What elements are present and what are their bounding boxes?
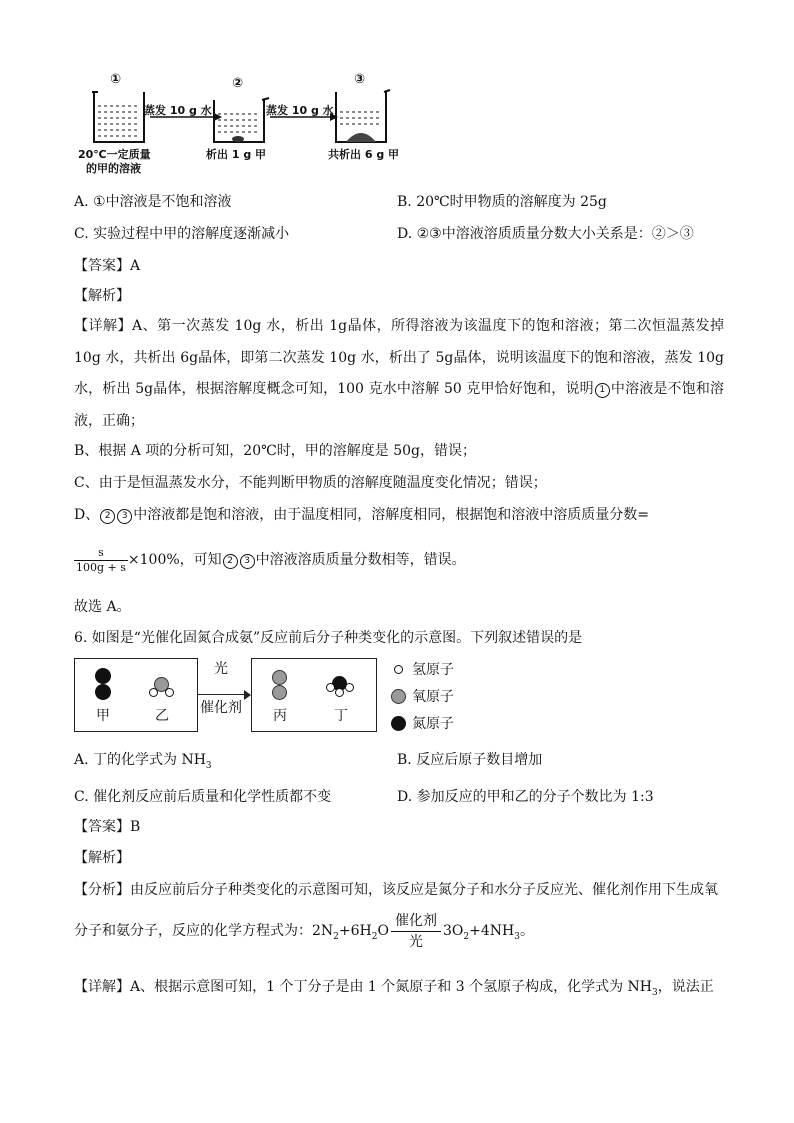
q5-formula-line: [74, 542, 466, 578]
label-jia: 甲: [96, 708, 110, 724]
fenxi-tag: 【分析】: [74, 882, 130, 898]
q6-detail-a: [74, 977, 714, 1003]
fraction-numerator: s: [74, 546, 128, 561]
equation-conditions: [391, 911, 441, 952]
legend-nitrogen-icon: [391, 716, 406, 731]
q6-option-c: C. 催化剂反应前后质量和化学性质都不变: [74, 789, 332, 805]
answer-tag: 【答案】: [74, 258, 130, 274]
hydrogen-atom: [335, 688, 344, 697]
arrow-2-text: 蒸发 10 g 水: [266, 104, 334, 117]
q6-analysis-tag: 【解析】: [74, 850, 130, 866]
caption-1-line1: 20℃一定质量: [78, 148, 151, 161]
reactants-box: [74, 658, 198, 732]
detail-a-end: ，说法正: [657, 979, 714, 995]
q5-option-d: D. ②③中溶液溶质质量分数大小关系是：②＞③: [397, 226, 694, 242]
fraction-denominator: 100g + s: [76, 560, 126, 574]
fenxi-text: 由反应前后分子种类变化的示意图可知，该反应是氮分子和水分子反应光、催化剂作用下生成氧: [130, 882, 718, 898]
legend-oxygen-icon: [391, 689, 406, 704]
q6-equation: 分子和氨分子，反应的化学方程式为：$2N_2+6H_2O$ $\frac{\text{催化剂}}{\text{光}}$ $3O_2+4NH_3$。: [74, 912, 534, 950]
hydrogen-atom: [345, 683, 354, 692]
circled-number: 2: [100, 509, 115, 524]
oxygen-atom: [272, 670, 287, 685]
beaker-2: [214, 98, 269, 142]
answer-value: B: [130, 819, 141, 835]
caption-3: 共析出 6 g 甲: [328, 148, 400, 161]
q6-option-a: [74, 750, 212, 776]
arrow-1-text: 蒸发 10 g 水: [144, 104, 212, 117]
equation-condition-bottom: 光: [408, 933, 423, 950]
circled-number: 1: [595, 383, 610, 398]
detail-d-pre: D、: [74, 507, 100, 523]
subscript: 3: [652, 987, 658, 998]
hydrogen-atom: [165, 688, 174, 697]
legend-hydrogen-icon: [394, 665, 403, 674]
caption-2: 析出 1 g 甲: [206, 148, 267, 161]
subscript: 3: [205, 760, 212, 771]
q5-detail-a: [74, 311, 724, 437]
arrow-condition-light: 光: [214, 661, 228, 677]
hydrogen-atom: [326, 683, 335, 692]
circled-number: 2: [223, 554, 238, 569]
beaker-3-label: ③: [354, 72, 366, 87]
reaction-arrowhead: [244, 690, 251, 700]
beaker-3: [336, 90, 390, 142]
legend-nitrogen: 氮原子: [412, 716, 454, 732]
q5-detail-c: C、由于是恒温蒸发水分，不能判断甲物质的溶解度随温度变化情况；错误；: [74, 475, 547, 491]
nitrogen-atom: [95, 684, 111, 700]
q5-option-c: C. 实验过程中甲的溶解度逐渐减小: [74, 226, 290, 242]
q5-conclusion: 故选 A。: [74, 599, 131, 615]
formula-after-post: 中溶液溶质质量分数相等，错误。: [255, 552, 466, 568]
legend-hydrogen: 氢原子: [412, 662, 454, 678]
products-box: [251, 658, 377, 732]
detail-a-text: A、根据示意图可知，1 个丁分子是由 1 个氮原子和 3 个氢原子构成，化学式为 NH: [130, 979, 652, 995]
fraction-times: ×100%: [127, 552, 180, 568]
option-a-text: A. 丁的化学式为 NH: [74, 752, 206, 768]
beaker-1-label: ①: [110, 72, 122, 87]
q6-fenxi: [74, 880, 718, 900]
beaker-2-label: ②: [232, 76, 244, 91]
label-ding: 丁: [334, 708, 348, 724]
caption-1-line2: 的甲的溶液: [86, 162, 141, 175]
detail-a-text: A、第一次蒸发 10g 水，析出 1g晶体，所得溶液为该温度下的饱和溶液；第二次恒温蒸发掉 10g 水，共析出 6g晶体，即第二次蒸发 10g 水，析出了 5g晶体，说明该温度下的饱和溶液，蒸发 10g 水，析出 5g晶体，根据溶解度概念可知，100 克水中溶解 50 克甲恰好饱和，说明: [74, 318, 725, 397]
arrow-condition-catalyst: 催化剂: [200, 700, 242, 716]
detail-tag: 【详解】: [74, 979, 130, 995]
equation-pre: 分子和氨分子，反应的化学方程式为：2N: [74, 923, 334, 939]
detail-d-text: 中溶液都是饱和溶液，由于温度相同，溶解度相同，根据饱和溶液中溶质质量分数=: [133, 507, 649, 523]
hydrogen-atom: [149, 688, 158, 697]
equation-end: 。: [519, 923, 534, 939]
oxygen-atom: [272, 685, 287, 700]
answer-tag: 【答案】: [74, 819, 130, 835]
fraction: [74, 546, 128, 575]
nitrogen-atom: [95, 668, 111, 684]
circled-number: 3: [117, 509, 132, 524]
formula-after-pre: ，可知: [179, 552, 222, 568]
reaction-diagram: [74, 656, 474, 736]
beaker-1: [92, 92, 144, 142]
legend-oxygen: 氧原子: [412, 689, 454, 705]
answer-value: A: [130, 258, 141, 274]
q6-option-b: B. 反应后原子数目增加: [397, 752, 543, 768]
q6-answer: [74, 817, 140, 837]
q5-detail-b: B、根据 A 项的分析可知，20℃时，甲的溶解度是 50g，错误；: [74, 443, 476, 459]
experiment-figure: [74, 72, 414, 182]
q6-stem: 6. 如图是“光催化固氮合成氨”反应前后分子种类变化的示意图。下列叙述错误的是: [74, 630, 583, 646]
q5-answer: [74, 256, 140, 276]
q6-option-d: D. 参加反应的甲和乙的分子个数比为 1:3: [397, 789, 654, 805]
label-yi: 乙: [155, 708, 169, 724]
reaction-arrow: [198, 694, 248, 695]
q5-analysis-tag: 【解析】: [74, 288, 130, 304]
q5-detail-d: [74, 505, 649, 525]
q5-option-b: B. 20℃时甲物质的溶解度为 25g: [397, 194, 607, 210]
detail-tag: 【详解】: [74, 318, 132, 334]
circled-number: 3: [240, 554, 255, 569]
q5-option-a: A. ①中溶液是不饱和溶液: [74, 194, 232, 210]
equation-condition-top: 催化剂: [391, 911, 441, 932]
label-bing: 丙: [273, 708, 287, 724]
detail-a-end: 中溶液是不饱和溶液，正确；: [74, 381, 724, 429]
